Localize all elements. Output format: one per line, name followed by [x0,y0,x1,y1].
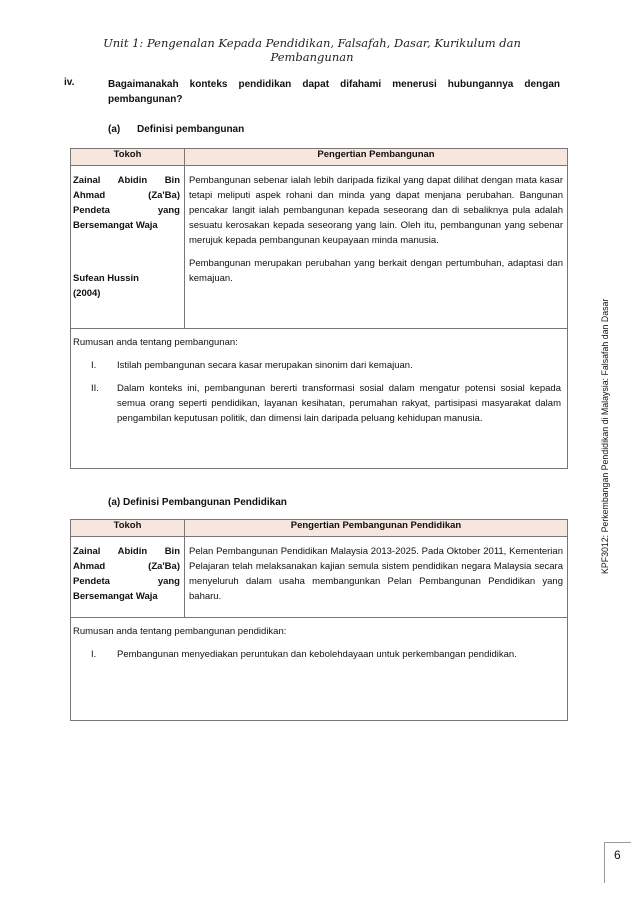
name-line: Zainal Abidin Bin [73,175,180,186]
question-number: iv. [64,77,75,88]
definition-cell [185,537,568,618]
definition-table-2 [70,519,568,721]
summary-row [71,329,568,469]
list-item: I. Istilah pembangunan secara kasar merupakan sinonim dari kemajuan. [91,360,413,371]
summary-row [71,618,568,721]
definition-text: Pembangunan sebenar ialah lebih daripada fizikal yang dapat dilihat dengan mata kasar tetapi meliputi aspek rohani dan minda yang dapat menjana perubahan. Bangunan pencakar langit ialah pembangunan kepada seseorang dan di sebaliknya pula adalah sesuatu kerosakan kepada seseorang yang lain. Oleh itu, pembangunan yang sebenar merujuk kepada pembangunan keupayaan minda manusia. [189,175,563,246]
list-item: I. Pembangunan menyediakan peruntukan dan kebolehdayaan untuk perkembangan pendidikan. [91,649,517,660]
summary-list [73,647,561,662]
col-header-tokoh: Tokoh [71,149,185,166]
name-line: Pendeta yang [73,576,180,587]
table-header-row [71,149,568,166]
table-row [71,166,568,329]
definition-text: Pelan Pembangunan Pendidikan Malaysia 2013-2025. Pada Oktober 2011, Kementerian Pelajaran telah melaksanakan kajian semula sistem pendidikan negara Malaysia secara menyeluruh dalam usaha membangunkan Pelan Pembangunan Pendidikan yang baharu. [189,546,563,602]
question-text: Bagaimanakah konteks pendidikan dapat difahami menerusi hubungannya dengan pembangunan? [108,79,560,105]
col-header-pengertian: Pengertian Pembangunan Pendidikan [185,520,568,537]
name-line: Ahmad (Za'Ba) [73,190,180,201]
col-header-tokoh: Tokoh [71,520,185,537]
name-line: (2004) [73,288,101,299]
section1-title: Definisi pembangunan [137,124,245,135]
summary-cell [71,329,568,469]
tokoh-cell [71,537,185,618]
definition-table-1 [70,148,568,469]
section1-label: (a) [108,124,121,135]
summary-cell [71,618,568,721]
col-header-pengertian: Pengertian Pembangunan [185,149,568,166]
name-line: Sufean Hussin [73,273,139,284]
list-item: II. Dalam konteks ini, pembangunan bererti transformasi sosial dalam mengatur potensi sosial kepada semua orang seperti pendidikan, layanan kesihatan, perumahan rakyat, partisipasi masyarakat dalam pengambilan keputusan politik, dan dimensi lain daripada peluang kehidupan manusia. [91,383,561,424]
name-line: Bersemangat Waja [73,220,158,231]
page-number: 6 [614,848,621,862]
summary-list [73,358,561,426]
name-line: Zainal Abidin Bin [73,546,180,557]
name-line: Bersemangat Waja [73,591,158,602]
summary-title: Rumusan anda tentang pembangunan pendidikan: [73,626,287,637]
page-header-title: Unit 1: Pengenalan Kepada Pendidikan, Falsafah, Dasar, Kurikulum dan Pembangunan [103,36,521,64]
name-line: Ahmad (Za'Ba) [73,561,180,572]
definition-text: Pembangunan merupakan perubahan yang berkait dengan pertumbuhan, adaptasi dan kemajuan. [189,258,563,284]
table-row [71,537,568,618]
summary-title: Rumusan anda tentang pembangunan: [73,337,238,348]
definition-cell [185,166,568,329]
name-line: Pendeta yang [73,205,180,216]
table-header-row [71,520,568,537]
side-course-label: KPF3012: Perkembangan Pendidikan di Malaysia: Falsafah dan Dasar [600,298,610,574]
section2-title: (a) Definisi Pembangunan Pendidikan [108,497,287,508]
tokoh-cell [71,166,185,329]
